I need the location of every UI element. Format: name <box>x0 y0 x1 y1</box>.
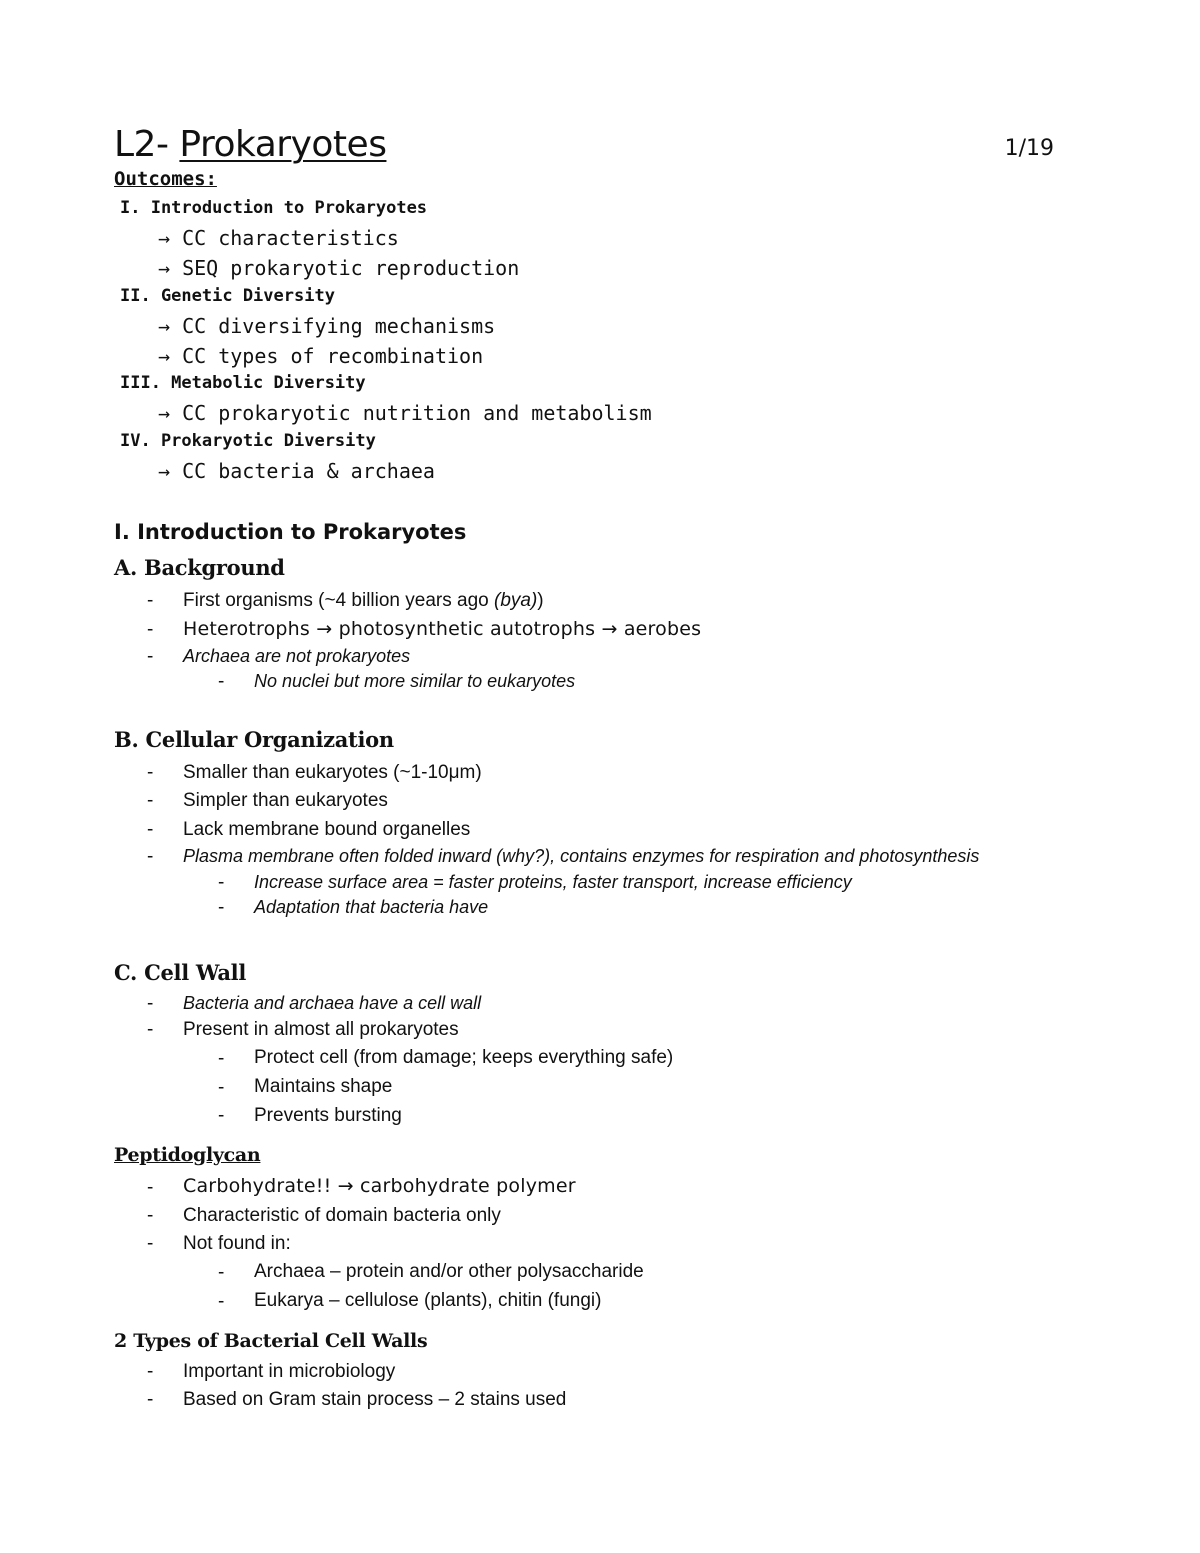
subheading-peptidoglycan: Peptidoglycan <box>114 1144 261 1166</box>
bullet-dash: - <box>147 590 154 611</box>
list-item: Not found in: <box>183 1233 291 1254</box>
outcome-item: → CC characteristics <box>158 226 399 250</box>
outcome-section-1: I. Introduction to Prokaryotes <box>120 198 428 218</box>
list-item: Based on Gram stain process – 2 stains used <box>183 1389 567 1410</box>
list-item: No nuclei but more similar to eukaryotes <box>254 671 576 691</box>
bullet-dash: - <box>147 646 154 667</box>
bullet-dash: - <box>147 1019 154 1040</box>
list-item: Protect cell (from damage; keeps everything safe) <box>254 1047 674 1068</box>
list-item: Eukarya – cellulose (plants), chitin (fungi) <box>254 1290 602 1311</box>
list-item: Heterotrophs → photosynthetic autotrophs → aerobes <box>183 618 702 640</box>
bullet-dash: - <box>147 1361 154 1382</box>
subsection-heading: B. Cellular Organization <box>114 727 394 752</box>
list-item: Smaller than eukaryotes (~1-10μm) <box>183 762 482 783</box>
bullet-dash: - <box>218 1105 225 1126</box>
bullet-dash: - <box>218 671 225 692</box>
list-item: Bacteria and archaea have a cell wall <box>183 993 482 1013</box>
bullet-dash: - <box>147 819 154 840</box>
page-title <box>114 124 386 165</box>
outcome-item: → CC types of recombination <box>158 344 484 368</box>
list-item: Prevents bursting <box>254 1105 402 1126</box>
bullet-dash: - <box>147 846 154 867</box>
outcome-item: → SEQ prokaryotic reproduction <box>158 256 520 280</box>
subsection-heading: C. Cell Wall <box>114 960 247 985</box>
page-number: 1/19 <box>1004 136 1054 161</box>
subsection-heading: A. Background <box>114 555 285 580</box>
list-item: Lack membrane bound organelles <box>183 819 471 840</box>
list-item: Characteristic of domain bacteria only <box>183 1205 501 1226</box>
list-item: Carbohydrate!! → carbohydrate polymer <box>183 1175 576 1197</box>
bullet-dash: - <box>147 1177 154 1198</box>
bullet-dash: - <box>218 1048 225 1069</box>
outcome-item: → CC diversifying mechanisms <box>158 314 496 338</box>
list-item: Simpler than eukaryotes <box>183 790 388 811</box>
title-main: Prokaryotes <box>179 124 387 165</box>
list-item: Maintains shape <box>254 1076 393 1097</box>
bullet-dash: - <box>218 1077 225 1098</box>
bullet-dash: - <box>147 993 154 1014</box>
title-prefix: L2- <box>114 124 180 165</box>
outcomes-label: Outcomes: <box>114 168 217 190</box>
outcome-item: → CC bacteria & archaea <box>158 459 435 483</box>
bullet-dash: - <box>218 872 225 893</box>
bullet-dash: - <box>147 1389 154 1410</box>
bullet-dash: - <box>147 1233 154 1254</box>
bullet-dash: - <box>147 1205 154 1226</box>
bullet-dash: - <box>147 762 154 783</box>
bullet-dash: - <box>218 897 225 918</box>
list-item: Plasma membrane often folded inward (why?), contains enzymes for respiration and photosynthesis <box>183 846 980 866</box>
list-item: Archaea are not prokaryotes <box>183 646 411 666</box>
list-item: Important in microbiology <box>183 1361 396 1382</box>
list-item: Adaptation that bacteria have <box>254 897 489 917</box>
subheading-cell-wall-types: 2 Types of Bacterial Cell Walls <box>114 1330 428 1352</box>
list-item: First organisms (~4 billion years ago (bya)) <box>183 590 544 611</box>
list-item: Increase surface area = faster proteins, faster transport, increase efficiency <box>254 872 852 892</box>
outcome-section-2: II. Genetic Diversity <box>120 286 335 306</box>
outcome-section-3: III. Metabolic Diversity <box>120 373 366 393</box>
list-item: Present in almost all prokaryotes <box>183 1019 459 1040</box>
title-row <box>114 124 1054 174</box>
outcome-item: → CC prokaryotic nutrition and metabolism <box>158 401 652 425</box>
list-item: Archaea – protein and/or other polysaccharide <box>254 1261 644 1282</box>
section-heading: I. Introduction to Prokaryotes <box>114 520 467 544</box>
bullet-dash: - <box>218 1262 225 1283</box>
outcome-section-4: IV. Prokaryotic Diversity <box>120 431 376 451</box>
bullet-dash: - <box>147 619 154 640</box>
bullet-dash: - <box>147 790 154 811</box>
bullet-dash: - <box>218 1291 225 1312</box>
